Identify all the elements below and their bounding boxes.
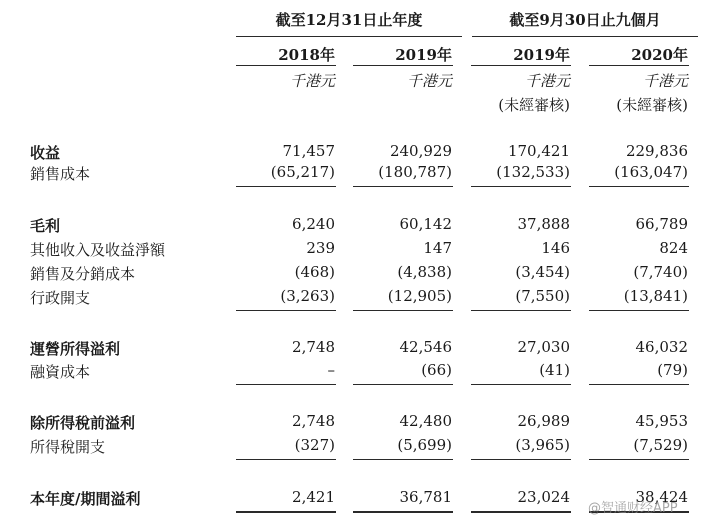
row-label-selling-costs: 銷售及分銷成本 bbox=[30, 265, 136, 283]
cell-profit-before-tax-1: 2,748 bbox=[292, 412, 335, 430]
cell-selling-costs-1: (468) bbox=[294, 263, 335, 281]
column-unit-4: 千港元 bbox=[642, 72, 688, 90]
cell-finance-costs-3: (41) bbox=[539, 361, 570, 379]
cell-admin-expenses-3: (7,550) bbox=[515, 287, 570, 305]
cell-other-income-2: 147 bbox=[423, 239, 452, 257]
subtotal-rule-3d bbox=[589, 384, 689, 385]
cell-admin-expenses-1: (3,263) bbox=[280, 287, 335, 305]
year-rule-2 bbox=[353, 65, 453, 66]
header-group-nine-months: 截至9月30日止九個月 bbox=[509, 11, 661, 29]
cell-gross-profit-2: 60,142 bbox=[399, 215, 452, 233]
subtotal-rule-3c bbox=[471, 384, 571, 385]
row-label-income-tax: 所得稅開支 bbox=[30, 438, 106, 456]
cell-profit-before-tax-4: 45,953 bbox=[635, 412, 688, 430]
subtotal-rule-2d bbox=[589, 310, 689, 311]
column-year-4: 2020年 bbox=[631, 46, 688, 64]
row-label-other-income: 其他收入及收益淨額 bbox=[30, 241, 166, 259]
cell-operating-profit-3: 27,030 bbox=[517, 338, 570, 356]
cell-operating-profit-4: 46,032 bbox=[635, 338, 688, 356]
header-rule-annual bbox=[236, 36, 462, 37]
subtotal-rule-2a bbox=[236, 310, 336, 311]
column-audit-4: (未經審核) bbox=[616, 96, 688, 114]
cell-selling-costs-4: (7,740) bbox=[633, 263, 688, 281]
cell-operating-profit-1: 2,748 bbox=[292, 338, 335, 356]
row-label-profit-before-tax: 除所得稅前溢利 bbox=[30, 414, 136, 432]
cell-other-income-3: 146 bbox=[541, 239, 570, 257]
cell-revenue-2: 240,929 bbox=[389, 142, 452, 160]
cell-finance-costs-1: – bbox=[327, 361, 335, 379]
cell-selling-costs-3: (3,454) bbox=[515, 263, 570, 281]
total-rule-b bbox=[353, 511, 453, 513]
cell-cost-of-sales-3: (132,533) bbox=[496, 163, 570, 181]
total-rule-c bbox=[471, 511, 571, 513]
cell-cost-of-sales-2: (180,787) bbox=[378, 163, 452, 181]
cell-revenue-1: 71,457 bbox=[282, 142, 335, 160]
row-label-operating-profit: 運營所得溢利 bbox=[30, 340, 121, 358]
subtotal-rule-1c bbox=[471, 186, 571, 187]
cell-gross-profit-3: 37,888 bbox=[517, 215, 570, 233]
column-unit-1: 千港元 bbox=[289, 72, 335, 90]
year-rule-4 bbox=[589, 65, 689, 66]
row-label-revenue: 收益 bbox=[30, 144, 61, 162]
cell-profit-before-tax-2: 42,480 bbox=[399, 412, 452, 430]
subtotal-rule-1a bbox=[236, 186, 336, 187]
column-year-3: 2019年 bbox=[513, 46, 570, 64]
cell-gross-profit-1: 6,240 bbox=[292, 215, 335, 233]
column-audit-3: (未經審核) bbox=[498, 96, 570, 114]
header-rule-nine-months bbox=[472, 36, 698, 37]
cell-other-income-4: 824 bbox=[659, 239, 688, 257]
cell-operating-profit-2: 42,546 bbox=[399, 338, 452, 356]
cell-other-income-1: 239 bbox=[306, 239, 335, 257]
subtotal-rule-3b bbox=[353, 384, 453, 385]
subtotal-rule-4c bbox=[471, 459, 571, 460]
column-unit-2: 千港元 bbox=[406, 72, 452, 90]
row-label-net-profit: 本年度/期間溢利 bbox=[30, 490, 141, 508]
cell-income-tax-3: (3,965) bbox=[515, 436, 570, 454]
cell-gross-profit-4: 66,789 bbox=[635, 215, 688, 233]
cell-income-tax-4: (7,529) bbox=[633, 436, 688, 454]
subtotal-rule-4d bbox=[589, 459, 689, 460]
year-rule-1 bbox=[236, 65, 336, 66]
cell-net-profit-3: 23,024 bbox=[517, 488, 570, 506]
column-year-1: 2018年 bbox=[278, 46, 335, 64]
subtotal-rule-4b bbox=[353, 459, 453, 460]
column-year-2: 2019年 bbox=[395, 46, 452, 64]
cell-profit-before-tax-3: 26,989 bbox=[517, 412, 570, 430]
header-group-annual: 截至12月31日止年度 bbox=[275, 11, 423, 29]
cell-selling-costs-2: (4,838) bbox=[397, 263, 452, 281]
subtotal-rule-1b bbox=[353, 186, 453, 187]
cell-net-profit-1: 2,421 bbox=[292, 488, 335, 506]
cell-net-profit-2: 36,781 bbox=[399, 488, 452, 506]
cell-finance-costs-2: (66) bbox=[421, 361, 452, 379]
cell-income-tax-2: (5,699) bbox=[397, 436, 452, 454]
subtotal-rule-1d bbox=[589, 186, 689, 187]
cell-revenue-4: 229,836 bbox=[625, 142, 688, 160]
row-label-finance-costs: 融資成本 bbox=[30, 363, 91, 381]
year-rule-3 bbox=[471, 65, 571, 66]
watermark: @智通财经APP bbox=[588, 501, 678, 516]
total-rule-a bbox=[236, 511, 336, 513]
cell-admin-expenses-4: (13,841) bbox=[623, 287, 688, 305]
cell-finance-costs-4: (79) bbox=[657, 361, 688, 379]
cell-net-profit-4: 38,424 bbox=[635, 488, 688, 506]
cell-cost-of-sales-4: (163,047) bbox=[614, 163, 688, 181]
subtotal-rule-2b bbox=[353, 310, 453, 311]
cell-income-tax-1: (327) bbox=[294, 436, 335, 454]
cell-admin-expenses-2: (12,905) bbox=[387, 287, 452, 305]
subtotal-rule-4a bbox=[236, 459, 336, 460]
column-unit-3: 千港元 bbox=[524, 72, 570, 90]
subtotal-rule-2c bbox=[471, 310, 571, 311]
row-label-cost-of-sales: 銷售成本 bbox=[30, 165, 91, 183]
cell-cost-of-sales-1: (65,217) bbox=[270, 163, 335, 181]
subtotal-rule-3a bbox=[236, 384, 336, 385]
cell-revenue-3: 170,421 bbox=[507, 142, 570, 160]
row-label-gross-profit: 毛利 bbox=[30, 217, 61, 235]
row-label-admin-expenses: 行政開支 bbox=[30, 289, 91, 307]
